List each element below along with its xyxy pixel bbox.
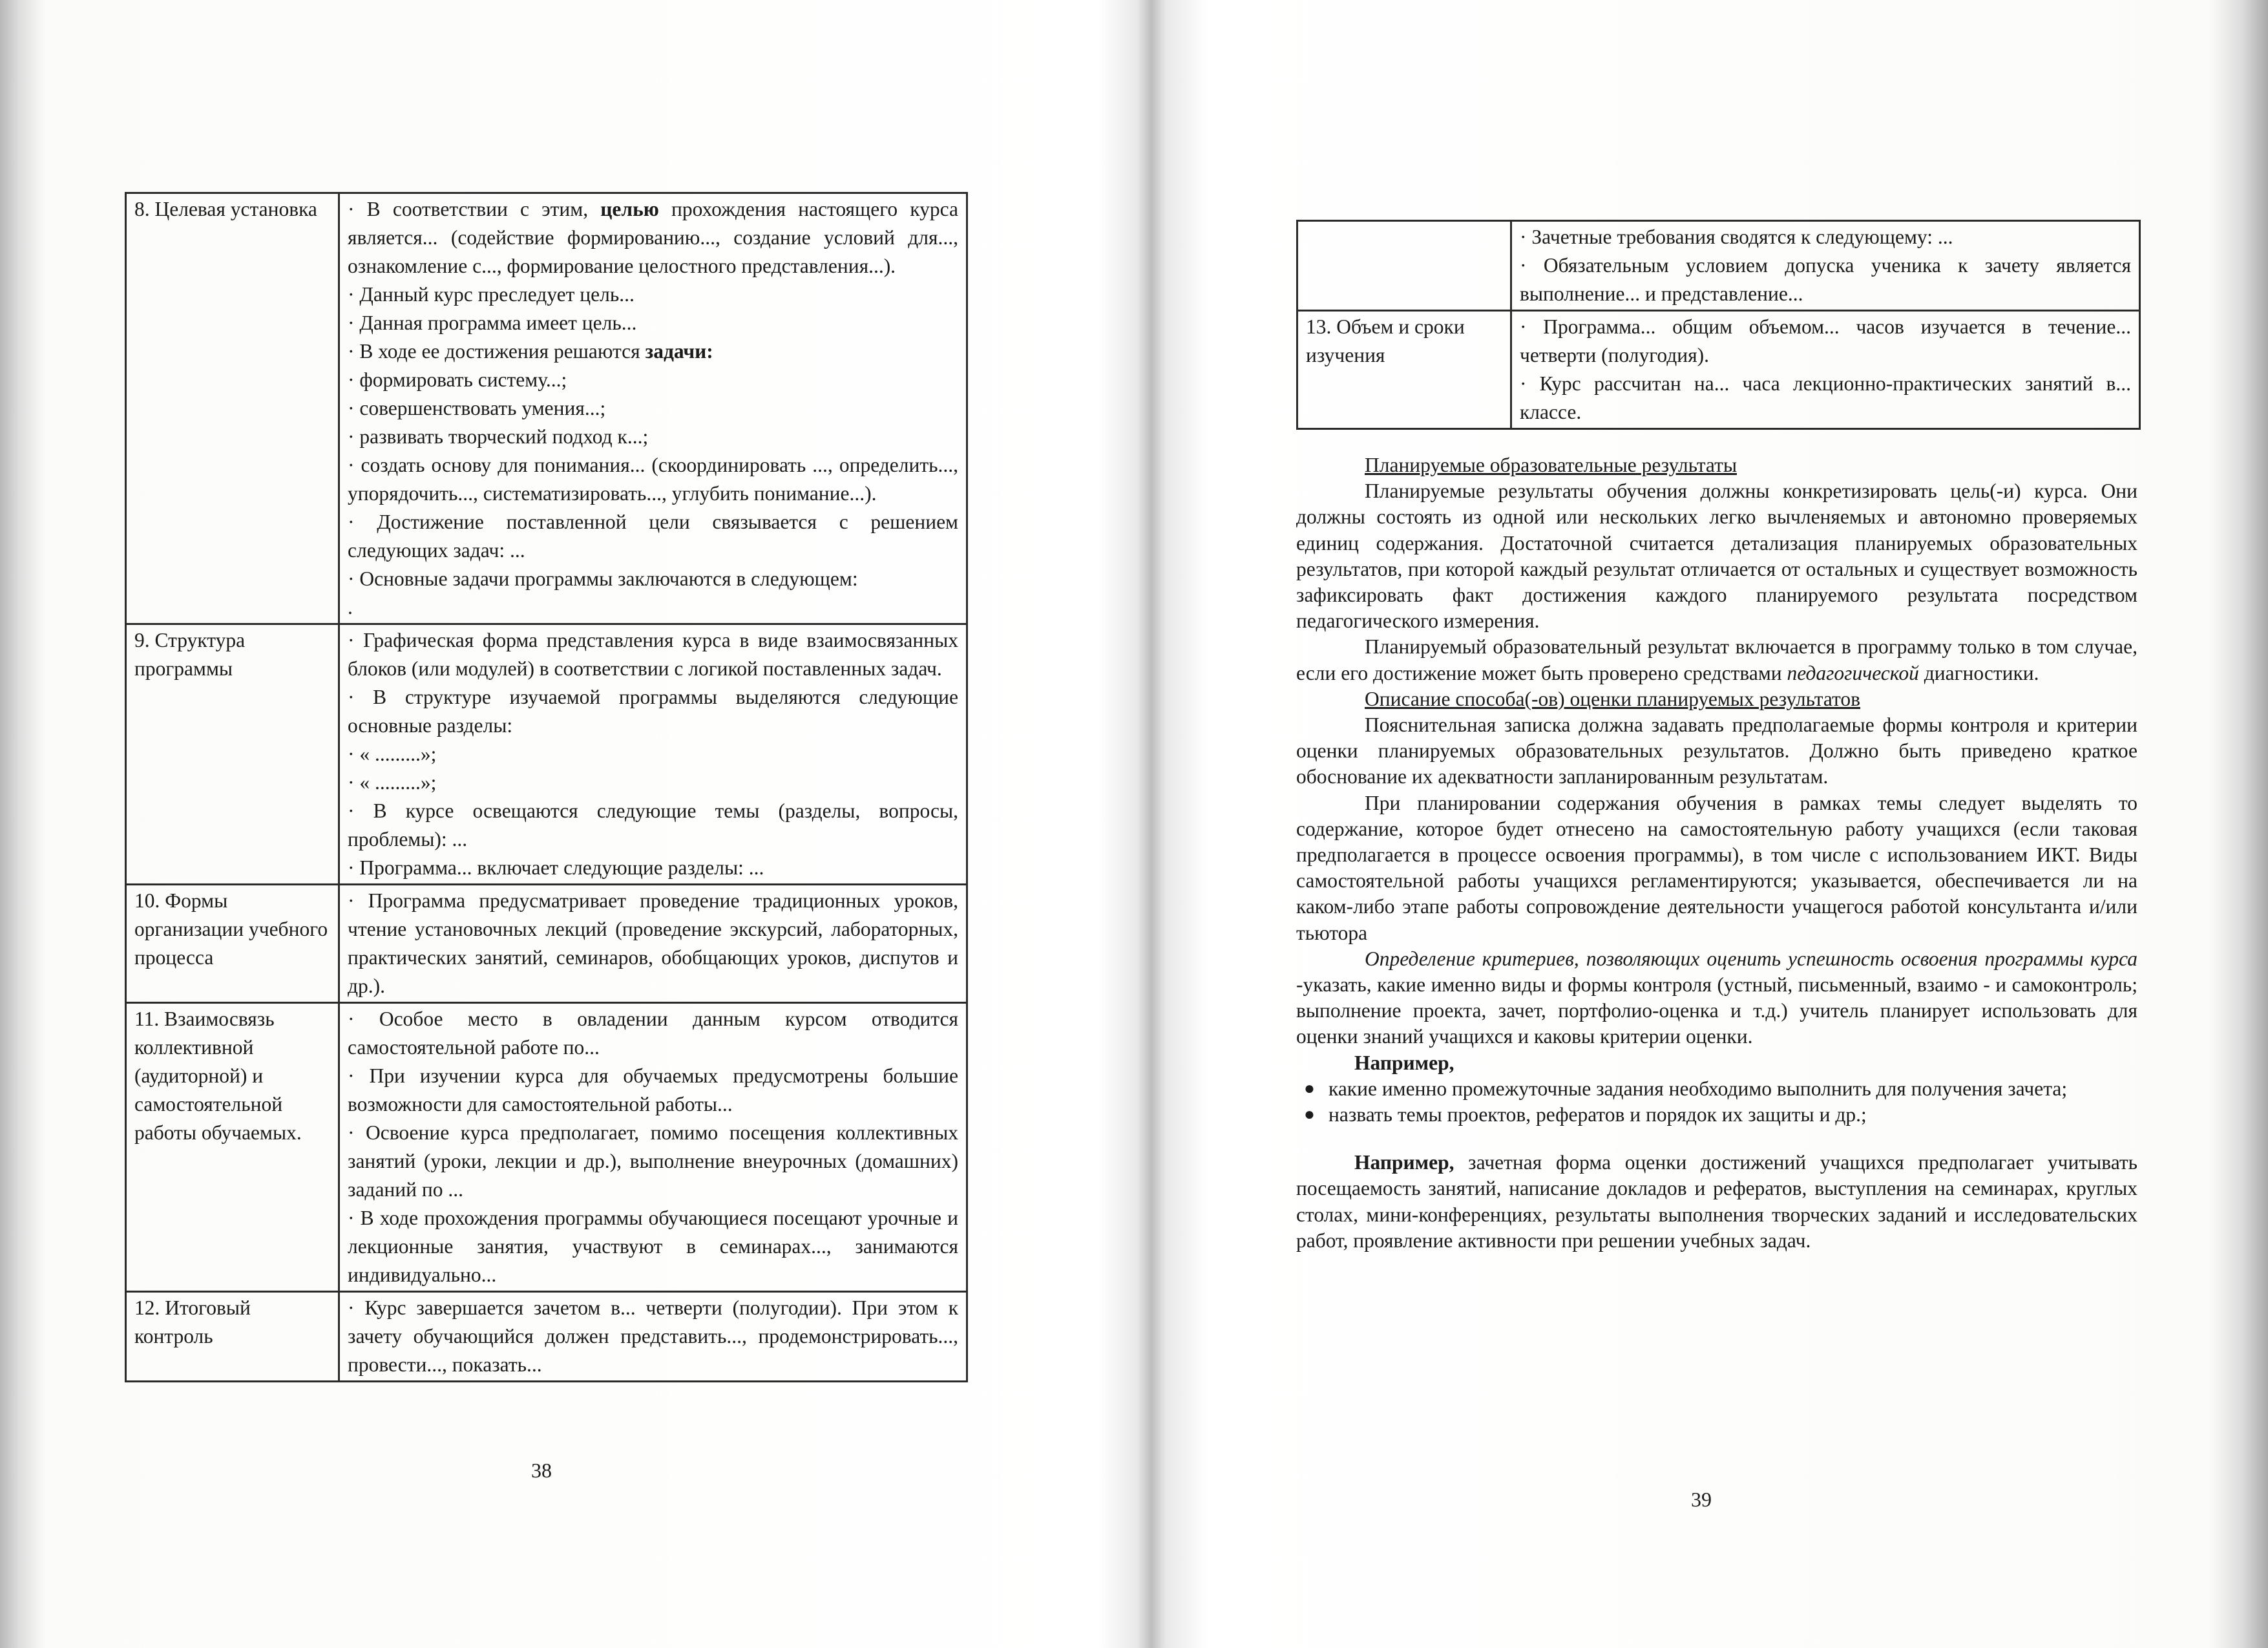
paragraph (1296, 946, 2137, 1050)
example-label-text: Например, (1354, 1051, 1454, 1074)
row-content (1511, 221, 2140, 311)
row-line-bold: задачи: (645, 340, 713, 363)
row-line: · Достижение поставленной цели связывается с решением следующих задач: ... (348, 511, 958, 562)
row-line: · Данный курс преследует цель... (348, 283, 635, 306)
row-line: · « .........»; (348, 743, 437, 765)
paragraph: Пояснительная записка должна задавать предполагаемые формы контроля и критерии оценки планируемых образовательных результатов. Должно быть приведено краткое обоснование их адекватности запланированным результатам. (1296, 713, 2137, 788)
row-line: · В ходе ее достижения решаются (348, 340, 646, 363)
row-label: 9. Структура программы (126, 624, 339, 885)
example-label (1296, 1050, 2137, 1076)
row-line: · развивать творческий подход к...; (348, 425, 649, 448)
row-line: · совершенствовать умения...; (348, 397, 606, 419)
row-content (339, 1292, 967, 1382)
table-row (126, 193, 967, 624)
row-label: 10. Формы организации учебного процесса (126, 885, 339, 1003)
example-label-text: Например, (1354, 1151, 1454, 1174)
row-content (339, 193, 967, 624)
paragraph-italic: Определение критериев, позволяющих оценить успешность освоения программы курса (1365, 947, 2137, 970)
row-line: · Основные задачи программы заключаются в следующем: (348, 567, 858, 590)
list-item (1296, 1102, 2137, 1128)
bullet-icon: ● (1304, 1078, 1315, 1099)
paragraph-text: Планируемый образовательный результат включается в программу только в том случае, если его достижение может быть проверено средствами (1296, 635, 2137, 684)
row-label: 11. Взаимосвязь коллективной (аудиторной) и самостоятельной работы обучаемых. (126, 1003, 339, 1292)
row-line: · « .........»; (348, 771, 437, 794)
row-content (339, 885, 967, 1003)
row-line: · В структуре изучаемой программы выделяются следующие основные разделы: (348, 686, 958, 737)
row-line: · Обязательным условием допуска ученика к зачету является выполнение... и представление... (1520, 254, 2131, 305)
row-label: 13. Объем и сроки изучения (1297, 311, 1511, 429)
right-body-text (1296, 452, 2137, 1254)
paragraph: При планировании содержания обучения в рамках темы следует выделять то содержание, которое будет отнесено на самостоятельную работу учащихся (если таковая предполагается в процессе освоения программы), в том числе с использованием ИКТ. Виды самостоятельной работы учащихся регламентируются; указывается, обеспечивается ли на каком-либо этапе работы сопровождение деятельности учащегося работой консультанта и/или тьютора (1296, 791, 2137, 944)
row-line: · создать основу для понимания... (скоординировать ..., определить..., упорядочить..., систематизировать..., углубить понимание...). (348, 454, 958, 505)
paragraph-text: зачетная форма оценки достижений учащихся предполагает учитывать посещаемость занятий, написание докладов и рефератов, выступления на семинарах, круглых столах, мини-конференциях, результаты выполнения творческих заданий и исследовательских работ, проявление активности при решении учебных задач. (1296, 1151, 2137, 1252)
paragraph-text: диагностики. (1918, 661, 2039, 684)
table-row (126, 1003, 967, 1292)
table-row (1297, 221, 2140, 311)
table-row (126, 624, 967, 885)
row-line: · Курс рассчитан на... часа лекционно-практических занятий в... классе. (1520, 372, 2131, 423)
row-line: · Программа предусматривает проведение традиционных уроков, чтение установочных лекций (проведение экскурсий, лабораторных, практических занятий, семинаров, обобщающих уроков, диспутов и др.). (348, 889, 958, 997)
row-line: · Зачетные требования сводятся к следующему: ... (1520, 226, 1953, 248)
row-line: · В ходе прохождения программы обучающиеся посещают урочные и лекционные занятия, участвуют в семинарах..., занимаются индивидуально... (348, 1207, 958, 1286)
bullet-icon: ● (1304, 1104, 1315, 1125)
row-line: · формировать систему...; (348, 368, 567, 391)
row-line: . (348, 596, 353, 618)
table-row (1297, 311, 2140, 429)
row-line: · Графическая форма представления курса в виде взаимосвязанных блоков (или модулей) в соответствии с логикой поставленных задач. (348, 629, 958, 680)
table-row (126, 1292, 967, 1382)
paragraph-text: -указать, какие именно виды и формы контроля (устный, письменный, взаимо - и самоконтроль; выполнение проекта, зачет, портфолио-оценка и т.д.) учитель планирует использовать для оценки знаний учащихся и каковы критерии оценки. (1296, 973, 2137, 1048)
row-line: · Курс завершается зачетом в... четверти (полугодии). При этом к зачету обучающийся должен представить..., продемонстрировать..., провести..., показать... (348, 1296, 958, 1376)
paragraph (1296, 634, 2137, 686)
paragraph: Планируемые результаты обучения должны конкретизировать цель(-и) курса. Они должны состоять из одной или нескольких легко вычленяемых и автономно проверяемых единиц содержания. Достаточной считается детализация планируемых образовательных результатов, при которой каждый результат отличается от остальных и существует возможность зафиксировать факт достижения каждого планируемого результата посредством педагогического измерения. (1296, 480, 2137, 633)
list-item-text: какие именно промежуточные задания необходимо выполнить для получения зачета; (1328, 1077, 2068, 1100)
row-line: · Данная программа имеет цель... (348, 312, 637, 334)
list-item (1296, 1076, 2137, 1102)
row-label: 8. Целевая установка (126, 193, 339, 624)
page-number: 39 (1691, 1488, 1712, 1511)
row-label: 12. Итоговый контроль (126, 1292, 339, 1382)
list-item-text: назвать темы проектов, рефератов и порядок их защиты и др.; (1328, 1103, 1867, 1126)
row-label (1297, 221, 1511, 311)
row-line: · Освоение курса предполагает, помимо посещения коллективных занятий (уроки, лекции и др.), выполнение внеурочных (домашних) заданий по ... (348, 1121, 958, 1201)
row-line-bold: целью (600, 198, 659, 220)
row-content (1511, 311, 2140, 429)
paragraph (1296, 1150, 2137, 1254)
row-line: · Программа... общим объемом... часов изучается в течение... четверти (полугодия). (1520, 315, 2131, 366)
bullet-list (1296, 1076, 2137, 1128)
row-content (339, 1003, 967, 1292)
page-number: 38 (531, 1459, 552, 1482)
section-heading: Описание способа(-ов) оценки планируемых результатов (1365, 687, 1861, 710)
section-heading: Планируемые образовательные результаты (1365, 454, 1738, 476)
row-line: · В соответствии с этим, (348, 198, 601, 220)
row-line: · Программа... включает следующие разделы: ... (348, 856, 764, 879)
row-line: · В курсе освещаются следующие темы (разделы, вопросы, проблемы): ... (348, 799, 958, 850)
right-table (1296, 220, 2141, 430)
left-table (125, 192, 968, 1382)
row-line: · Особое место в овладении данным курсом отводится самостоятельной работе по... (348, 1008, 958, 1059)
table-row (126, 885, 967, 1003)
row-line: прохождения настоящего курса является... (содействие формированию..., создание условий для..., ознакомление с..., формирование целостного представления...). (348, 198, 959, 277)
paragraph-italic: педагогической (1787, 661, 1919, 684)
row-line: · При изучении курса для обучаемых предусмотрены большие возможности для самостоятельной работы... (348, 1064, 958, 1115)
row-content (339, 624, 967, 885)
